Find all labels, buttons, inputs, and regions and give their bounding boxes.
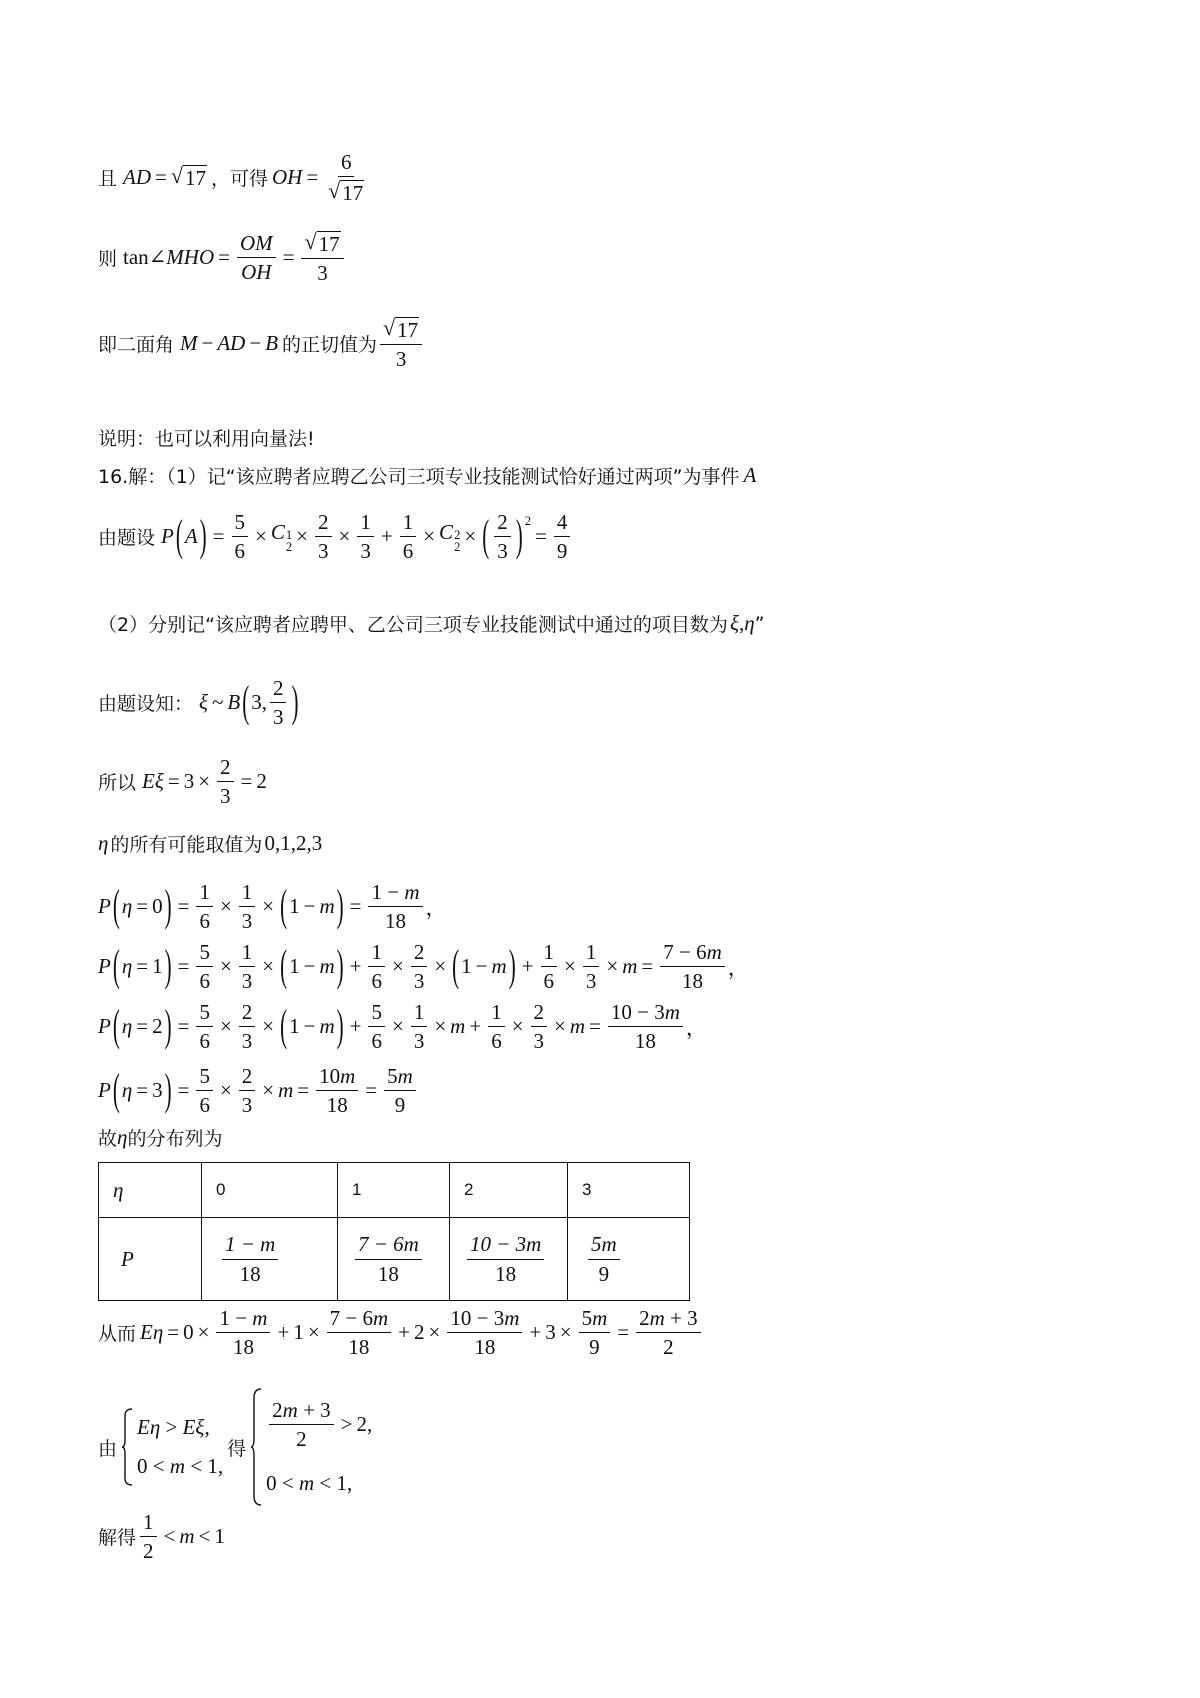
table-row <box>99 1218 690 1301</box>
line-prob-a: 由题设 P ( A ) = $\frac{5}{6}$ × C 1 2 × $\frac{2}{3}$ × $\frac{1}{3}$ + $\frac{1}{6}$ × C 2 2 × ( $\frac{2}{3}$ ) 2 = $\frac{4}{9}$ <box>98 510 573 563</box>
table-header-1: 1 <box>338 1163 450 1218</box>
note-vector-method: 说明：也可以利用向量法! <box>98 428 315 450</box>
line-dihedral: 即二面角 M − AD − B 的正切值为 √ 17 3 <box>98 316 425 371</box>
text-congér: 从而 <box>98 1323 137 1346</box>
line-eta-values: η 的所有可能取值为 0,1,2,3 <box>98 831 323 856</box>
text-dihedral: 即二面角 <box>98 334 175 357</box>
line-inequality-system: 由 Eη > Eξ, 0 < m < 1, 得 $\frac{2m + 3}{2}$ > 2, 0 < m < 1, <box>98 1388 372 1506</box>
text-suoyi: 所以 <box>98 772 137 795</box>
text-gu: 故 <box>98 1128 118 1150</box>
line-p-eta-2: P ( η = 2 ) = $\frac{5}{6}$ × $\frac{2}{3}$ × ( 1 − m ) + $\frac{5}{6}$ × $\frac{1}{3}$ × m + $\frac{1}{6}$ × $\frac{2}{3}$ × m = $\frac{10 - 3m}{18}$ ， <box>98 1000 707 1054</box>
line-xi-binomial: 由题设知： ξ ~ B ( 3, $\frac{2}{3}$ ) <box>98 676 299 730</box>
line-e-eta: 从而 Eη = 0 × $\frac{1 - m}{18}$ + 1 × $\frac{7 - 6m}{18}$ + 2 × $\frac{10 - 3m}{18}$ + 3 × $\frac{5m}{9}$ = $\frac{2m + 3}{2}$ <box>98 1306 704 1359</box>
line-ad-sqrt17: 且 AD = √ 17 ，可得 OH = 6 √ 17 <box>98 150 370 205</box>
table-header-2: 2 <box>450 1163 568 1218</box>
table-cell-p1 <box>338 1218 450 1301</box>
table-cell-p3 <box>568 1218 690 1301</box>
text-close-quote: ” <box>754 612 765 635</box>
text-de: 得 <box>227 1437 247 1460</box>
text-kede: ，可得 <box>210 168 268 191</box>
text-ze: 则 <box>98 248 118 271</box>
table-p1-num: 7 − 6m <box>355 1232 422 1259</box>
table-p2-den: 18 <box>495 1261 517 1286</box>
text-jiede: 解得 <box>98 1527 137 1550</box>
text-tangent-value: 的正切值为 <box>282 334 378 357</box>
text-q16-part2: （2）分别记“该应聘者应聘甲、乙公司三项专业技能测试中通过的项目数为 <box>98 614 728 636</box>
table-p0-num: 1 − m <box>222 1232 278 1259</box>
table-p3-num: 5m <box>588 1232 620 1259</box>
line-tan-mho: 则 tan∠ MHO = $\frac{OM}{OH}$ = √ 17 3 <box>98 230 347 285</box>
line-solution: 解得 $\frac{1}{2}$ < m < 1 <box>98 1510 225 1564</box>
table-row <box>99 1163 690 1218</box>
text-youtishezhi: 由题设知： <box>98 693 194 716</box>
text-youtishe: 由题设 <box>98 527 156 550</box>
table-p0-den: 18 <box>239 1261 261 1286</box>
frac-6-sqrt17: 6 √ 17 <box>328 150 364 206</box>
table-p1-den: 18 <box>377 1261 399 1286</box>
table-p3-den: 9 <box>598 1261 610 1286</box>
table-header-3: 3 <box>568 1163 690 1218</box>
line-e-xi: 所以 Eξ = 3 × $\frac{2}{3}$ = 2 <box>98 755 267 809</box>
table-cell-p0 <box>202 1218 338 1301</box>
text-distribution: 的分布列为 <box>127 1128 223 1150</box>
line-q16-part2: （2）分别记“该应聘者应聘甲、乙公司三项专业技能测试中通过的项目数为 ξ , η ” <box>98 611 765 636</box>
line-distribution-caption: 故 η 的分布列为 <box>98 1125 223 1150</box>
text-you: 由 <box>98 1437 118 1460</box>
table-cell-p2 <box>450 1218 568 1301</box>
table-row-label-p: P <box>99 1218 202 1301</box>
text-qie: 且 <box>98 168 118 191</box>
table-p2-num: 10 − 3m <box>467 1232 544 1259</box>
table-header-0: 0 <box>202 1163 338 1218</box>
table-header-eta: η <box>99 1163 202 1218</box>
line-q16-part1: 16.解：（1）记“该应聘者应聘乙公司三项专业技能测试恰好通过两项”为事件 A <box>98 463 757 488</box>
line-p-eta-3: P ( η = 3 ) = $\frac{5}{6}$ × $\frac{2}{3}$ × m = $\frac{10m}{18}$ = $\frac{5m}{9}$ <box>98 1064 419 1117</box>
line-p-eta-1: P ( η = 1 ) = $\frac{5}{6}$ × $\frac{1}{3}$ × ( 1 − m ) + $\frac{1}{6}$ × $\frac{2}{3}$ × ( 1 − m ) + $\frac{1}{6}$ × $\frac{1}{3}$ × m = $\frac{7 - 6m}{18}$ ， <box>98 940 749 994</box>
text-q16-part1: 16.解：（1）记“该应聘者应聘乙公司三项专业技能测试恰好通过两项”为事件 <box>98 466 740 488</box>
line-p-eta-0: P ( η = 0 ) = $\frac{1}{6}$ × $\frac{1}{3}$ × ( 1 − m ) = $\frac{1 - m}{18}$ ， <box>98 880 447 934</box>
text-possible-values: 的所有可能取值为 <box>110 834 263 856</box>
distribution-table <box>98 1162 690 1301</box>
